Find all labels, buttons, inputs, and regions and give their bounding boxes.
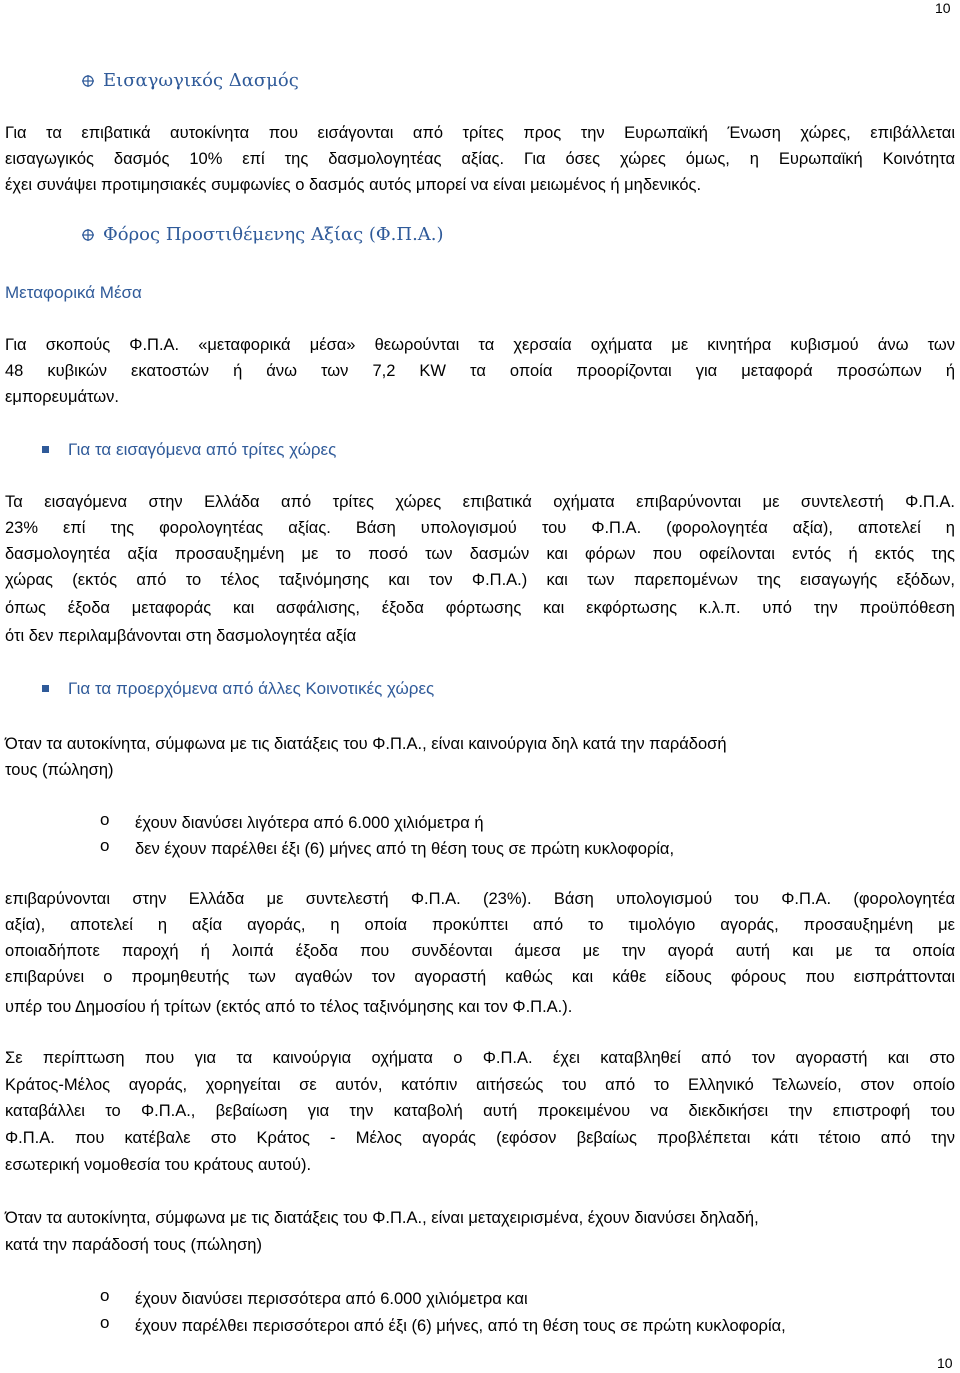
paragraph-line: αξία), αποτελεί η αξία αγοράς, η οποία προκύπτει από το τιμολόγιο αγοράς, προσαυξημένη με <box>5 916 955 934</box>
list-item: έχουν διανύσει λιγότερα από 6.000 χιλιόμετρα ή <box>135 814 484 832</box>
paragraph-line: 48 κυβικών εκατοστών ή άνω των 7,2 KW τα οποία προορίζονται για μεταφορά προσώπων ή <box>5 362 955 380</box>
section-heading-eu-countries: Για τα προερχόμενα από άλλες Κοινοτικές χώρες <box>68 679 435 698</box>
paragraph-line: υπέρ του Δημοσίου ή τρίτων (εκτός από το τέλος ταξινόμησης και τον Φ.Π.Α.). <box>5 998 573 1016</box>
paragraph-line: ότι δεν περιλαμβάνονται στη δασμολογητέα αξία <box>5 627 357 645</box>
paragraph-line: τους (πώληση) <box>5 761 114 779</box>
paragraph-line: έχει συνάψει προτιμησιακές συμφωνίες ο δασμός αυτός μπορεί να είναι μειωμένος ή μηδενικός. <box>5 176 702 194</box>
paragraph-line: εισαγωγικός δασμός 10% επί της δασμολογητέας αξίας. Για όσες χώρες όμως, η Ευρωπαϊκή Κοινότητα <box>5 150 955 168</box>
circle-bullet-icon: o <box>100 810 110 829</box>
subheading-means-of-transport: Μεταφορικά Μέσα <box>5 283 142 302</box>
section-heading-third-countries: Για τα εισαγόμενα από τρίτες χώρες <box>68 440 337 459</box>
paragraph-line: εμπορευμάτων. <box>5 388 120 406</box>
square-bullet-icon <box>42 446 49 453</box>
circle-bullet-icon: o <box>100 836 110 855</box>
paragraph-line: Σε περίπτωση που για τα καινούργια οχήματα ο Φ.Π.Α. έχει καταβληθεί από τον αγοραστή και στο <box>5 1049 955 1067</box>
cross-bullet-icon <box>82 74 94 92</box>
paragraph-line: καταβάλλει το Φ.Π.Α., βεβαίωση για την καταβολή αυτή προκειμένου να διεκδικήσει την επιστροφή του <box>5 1102 955 1120</box>
paragraph-line: επιβαρύνονται στην Ελλάδα με συντελεστή Φ.Π.Α. (23%). Βάση υπολογισμού του Φ.Π.Α. (φορολογητέα <box>5 890 955 908</box>
paragraph-line: Όταν τα αυτοκίνητα, σύμφωνα με τις διατάξεις του Φ.Π.Α., είναι μεταχειρισμένα, έχουν διανύσει δηλαδή, <box>5 1209 759 1227</box>
paragraph-line: όπως έξοδα μεταφοράς και ασφάλισης, έξοδα φόρτωσης και εκφόρτωσης κ.λ.π. υπό την προϋπόθεση <box>5 599 955 617</box>
paragraph-line: επιβαρύνει ο προμηθευτής των αγαθών τον αγοραστή καθώς και κάθε είδους φόρους που εισπράττονται <box>5 968 955 986</box>
list-item: δεν έχουν παρέλθει έξι (6) μήνες από τη θέση τους σε πρώτη κυκλοφορία, <box>135 840 675 858</box>
paragraph-line: κατά την παράδοσή τους (πώληση) <box>5 1236 262 1254</box>
paragraph-line: εσωτερική νομοθεσία του κράτους αυτού). <box>5 1156 312 1174</box>
paragraph-line: Όταν τα αυτοκίνητα, σύμφωνα με τις διατάξεις του Φ.Π.Α., είναι καινούργια δηλ κατά την παράδοσή <box>5 735 727 753</box>
paragraph-line: οποιαδήποτε παροχή ή λοιπά έξοδα που συνδέονται άμεσα με την αγορά αυτή και με τα οποία <box>5 942 955 960</box>
circle-bullet-icon: o <box>100 1286 110 1305</box>
square-bullet-icon <box>42 685 49 692</box>
paragraph-line: Φ.Π.Α. που κατέβαλε στο Κράτος - Μέλος αγοράς (εφόσον βεβαίως προβλέπεται κάτι τέτοιο από την <box>5 1129 955 1147</box>
paragraph-line: Για σκοπούς Φ.Π.Α. «μεταφορικά μέσα» θεωρούνται τα χερσαία οχήματα με κινητήρα κυβισμού άνω των <box>5 336 955 354</box>
page-number-bottom: 10 <box>937 1355 953 1371</box>
paragraph-line: 23% επί της φορολογητέας αξίας. Βάση υπολογισμού του Φ.Π.Α. (φορολογητέα αξία), αποτελεί η <box>5 519 955 537</box>
cross-bullet-icon <box>82 228 94 246</box>
paragraph-line: δασμολογητέα αξία προσαυξημένη με το ποσό των δασμών και φόρων που οφείλονται εντός ή εκτός της <box>5 545 955 563</box>
section-heading-vat: Φόρος Προστιθέμενης Αξίας (Φ.Π.Α.) <box>103 224 444 245</box>
paragraph-line: χώρας (εκτός από το τέλος ταξινόμησης και τον Φ.Π.Α.) και των παρεπομένων της εισαγωγής εξόδων, <box>5 571 955 589</box>
paragraph-line: Τα εισαγόμενα στην Ελλάδα από τρίτες χώρες επιβατικά οχήματα επιβαρύνονται με συντελεστή Φ.Π.Α. <box>5 493 955 511</box>
section-heading-customs-duty: Εισαγωγικός Δασμός <box>103 70 299 91</box>
page-number-top: 10 <box>935 0 951 16</box>
circle-bullet-icon: o <box>100 1313 110 1332</box>
paragraph-line: Για τα επιβατικά αυτοκίνητα που εισάγονται από τρίτες προς την Ευρωπαϊκή Ένωση χώρες, επιβάλλεται <box>5 124 955 142</box>
list-item: έχουν παρέλθει περισσότεροι από έξι (6) μήνες, από τη θέση τους σε πρώτη κυκλοφορία, <box>135 1317 786 1335</box>
paragraph-line: Κράτος-Μέλος αγοράς, χορηγείται σε αυτόν, κατόπιν αιτήσεώς του από το Ελληνικό Τελωνείο, στον οποίο <box>5 1076 955 1094</box>
list-item: έχουν διανύσει περισσότερα από 6.000 χιλιόμετρα και <box>135 1290 528 1308</box>
